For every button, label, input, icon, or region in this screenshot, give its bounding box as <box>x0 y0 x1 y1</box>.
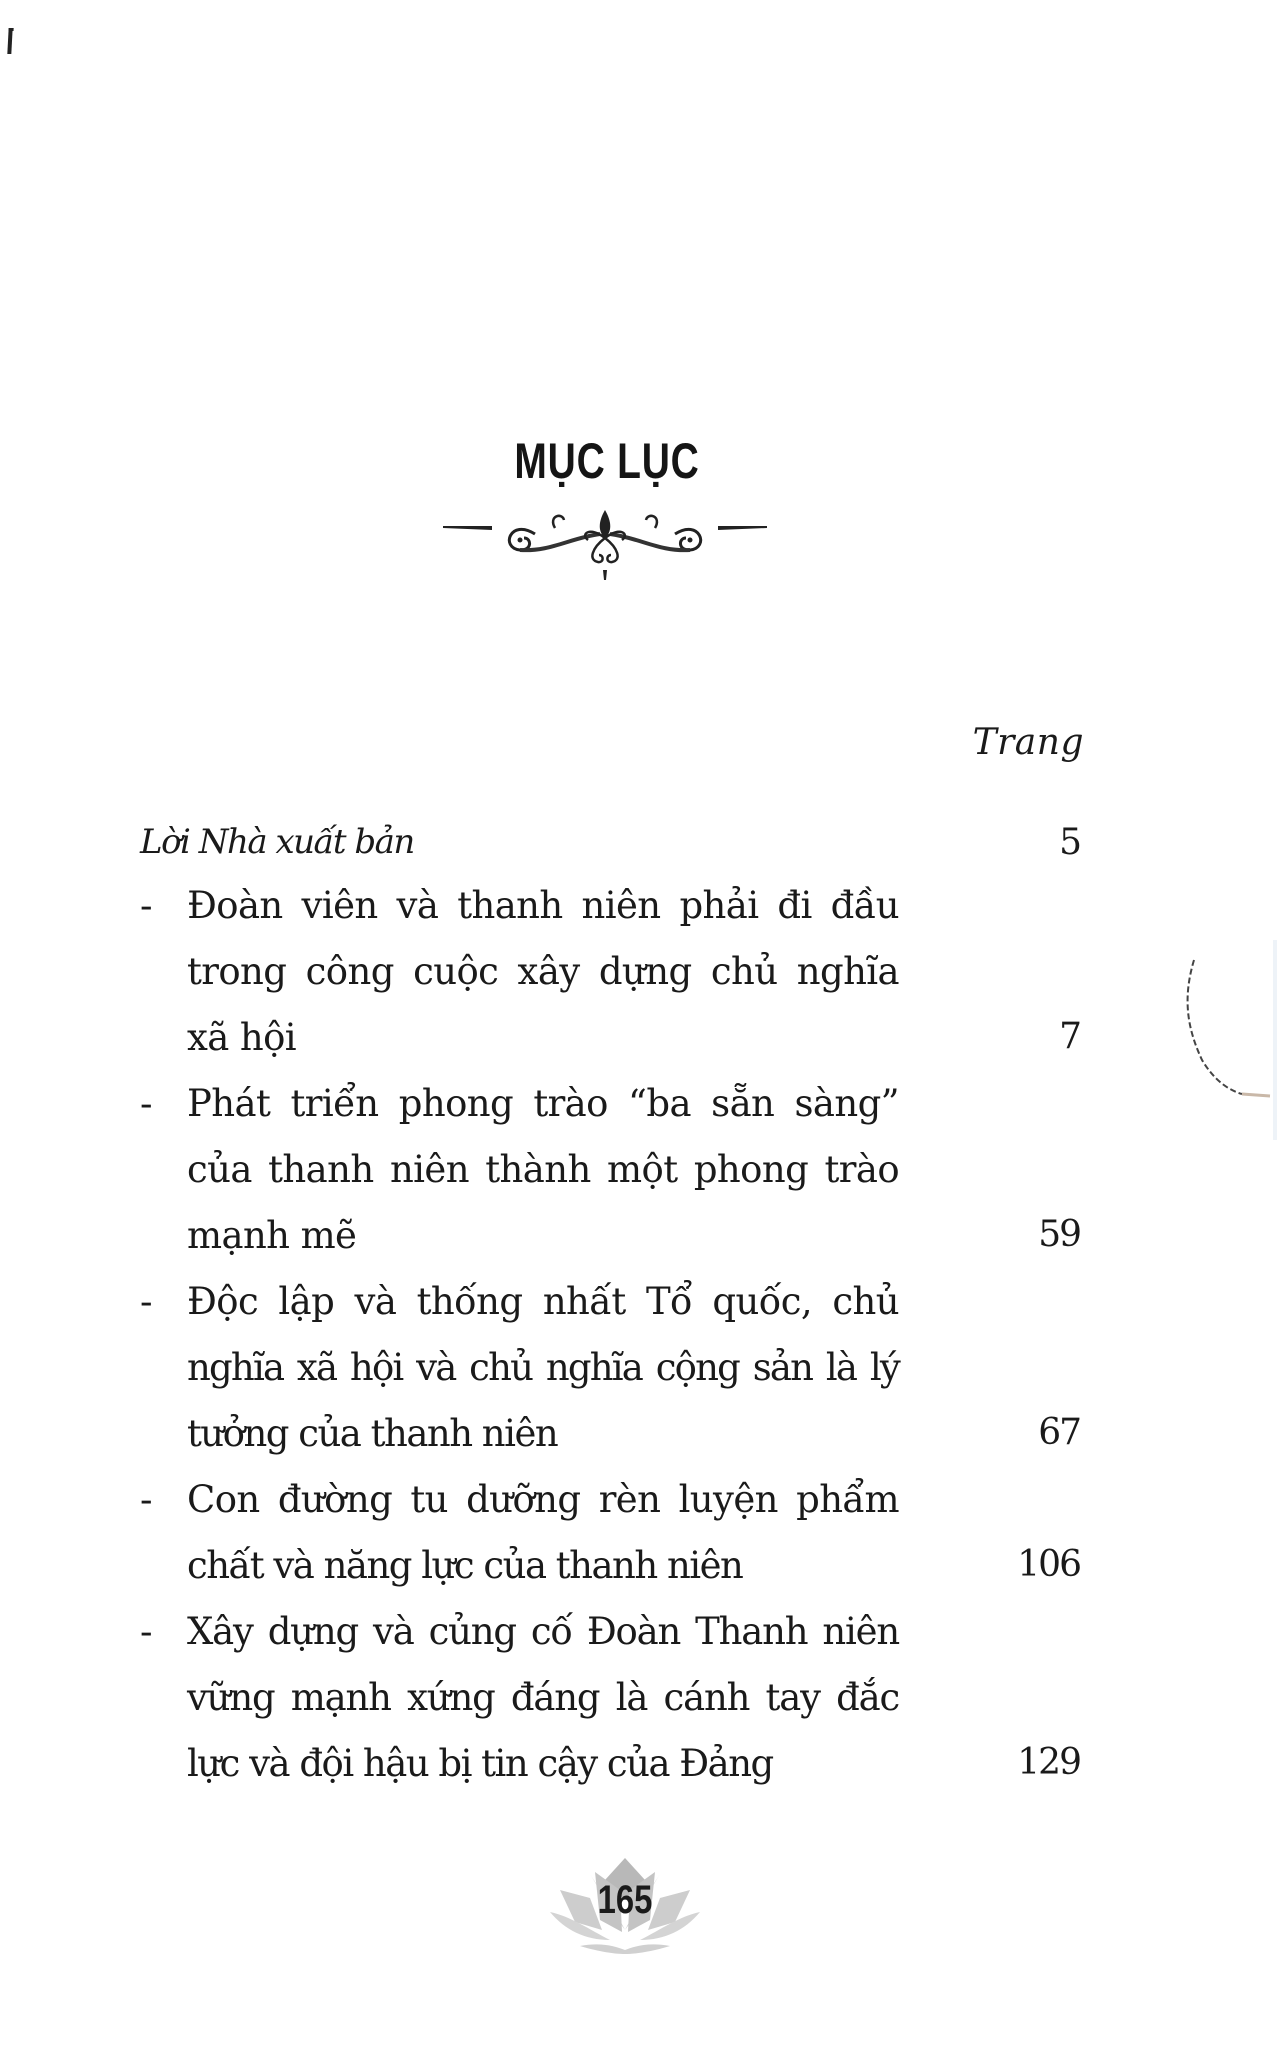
toc-entry-line: của thanh niên thành một phong trào <box>187 1148 899 1191</box>
toc-bullet: - <box>140 1280 153 1323</box>
toc-bullet: - <box>140 1478 153 1521</box>
toc-entry-label: Lời Nhà xuất bản <box>140 822 414 862</box>
toc-entry-line: nghĩa xã hội và chủ nghĩa cộng sản là lý <box>187 1346 899 1389</box>
toc-bullet: - <box>140 1082 153 1125</box>
toc-entry-line: trong công cuộc xây dựng chủ nghĩa <box>187 950 899 993</box>
toc-bullet: - <box>140 1610 153 1653</box>
toc-entry-page: 59 <box>1038 1214 1080 1255</box>
toc-entry-line: chất và năng lực của thanh niên <box>187 1544 743 1587</box>
page-number: 165 <box>597 1878 653 1922</box>
toc-entry-line: Đoàn viên và thanh niên phải đi đầu <box>187 884 899 927</box>
toc-entry-page: 5 <box>1059 822 1080 863</box>
toc-entry-line: Phát triển phong trào “ba sẵn sàng” <box>187 1082 899 1125</box>
page-title: MỤC LỤC <box>514 433 700 489</box>
page-column-header: Trang <box>972 722 1084 763</box>
toc-entry-line: mạnh mẽ <box>187 1214 357 1257</box>
toc-entry-line: xã hội <box>187 1016 297 1059</box>
toc-entry-page: 106 <box>1017 1544 1080 1585</box>
toc-entry-line: Độc lập và thống nhất Tổ quốc, chủ <box>187 1280 899 1323</box>
toc-entry-line: vững mạnh xứng đáng là cánh tay đắc <box>187 1676 899 1719</box>
toc-entry-line: tưởng của thanh niên <box>187 1412 558 1455</box>
toc-entry-page: 129 <box>1017 1742 1080 1783</box>
toc-entry-line: lực và đội hậu bị tin cậy của Đảng <box>187 1742 773 1785</box>
toc-entry-page: 67 <box>1038 1412 1080 1453</box>
flourish-divider-icon <box>440 508 770 590</box>
toc-bullet: - <box>140 884 153 927</box>
toc-entry-line: Con đường tu dưỡng rèn luyện phẩm <box>187 1478 899 1521</box>
toc-entry-page: 7 <box>1059 1016 1080 1057</box>
scan-edge-artifact <box>1180 940 1277 1140</box>
toc-entry-line: Xây dựng và củng cố Đoàn Thanh niên <box>187 1610 899 1653</box>
crop-mark <box>7 28 13 54</box>
